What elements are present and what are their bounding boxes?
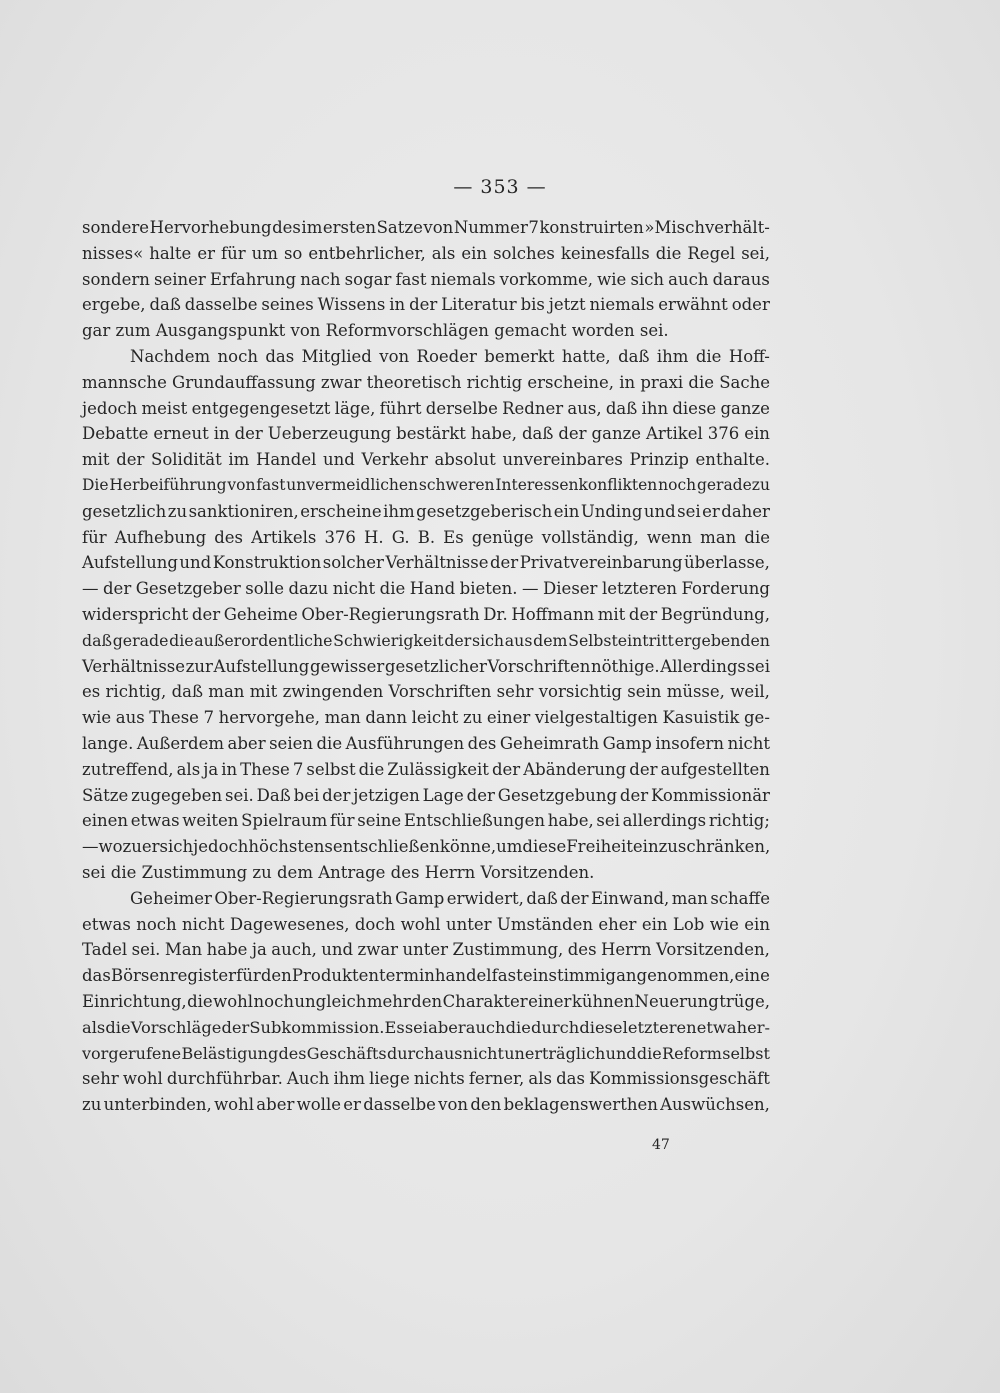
text-line: — wozu er sich jedoch höchstens entschließen könne, um diese Freiheit einzuschränken, xyxy=(82,837,771,857)
text-line: wie aus These 7 hervorgehe, man dann leicht zu einer vielgestaltigen Kasuistik ge- xyxy=(82,708,770,728)
text-line: Einrichtung, die wohl noch ungleich mehr den Charakter einer kühnen Neuerung trüge, xyxy=(82,991,770,1011)
text-line: sondern seiner Erfahrung nach sogar fast niemals vorkomme, wie sich auch daraus xyxy=(82,269,770,289)
text-line: als die Vorschläge der Subkommission. Es sei aber auch die durch diese letzteren etwa her- xyxy=(82,1017,770,1037)
text-line: daß gerade die außerordentliche Schwierigkeit der sich aus dem Selbsteintritt ergebenden xyxy=(82,630,770,650)
text-line: Die Herbeiführung von fast unvermeidlichen schweren Interessenkonflikten noch geradezu xyxy=(82,475,770,494)
text-line: Sätze zugegeben sei. Daß bei der jetzigen Lage der Gesetzgebung der Kommissionär xyxy=(82,785,770,805)
text-line: lange. Außerdem aber seien die Ausführungen des Geheimrath Gamp insofern nicht xyxy=(82,733,770,753)
signature-mark: 47 xyxy=(652,1137,670,1153)
text-line: Aufstellung und Konstruktion solcher Verhältnisse der Privatvereinbarung überlasse, xyxy=(82,553,770,573)
text-line: vorgerufene Belästigung des Geschäfts durchaus nicht unerträglich und die Reform selbst xyxy=(82,1043,770,1063)
text-line: etwas noch nicht Dagewesenes, doch wohl unter Umständen eher ein Lob wie ein xyxy=(82,914,770,934)
text-line: zu unterbinden, wohl aber wolle er dasselbe von den beklagenswerthen Auswüchsen, xyxy=(82,1095,770,1115)
text-line: gesetzlich zu sanktioniren, erscheine ihm gesetzgeberisch ein Unding und sei er daher xyxy=(82,501,770,521)
text-line: zutreffend, als ja in These 7 selbst die Zulässigkeit der Abänderung der aufgestellten xyxy=(82,759,770,779)
text-line: jedoch meist entgegengesetzt läge, führt derselbe Redner aus, daß ihn diese ganze xyxy=(82,398,770,418)
text-line: Debatte erneut in der Ueberzeugung bestärkt habe, daß der ganze Artikel 376 ein xyxy=(82,424,770,444)
text-line: Nachdem noch das Mitglied von Roeder bemerkt hatte, daß ihm die Hoff- xyxy=(130,346,770,366)
text-line: Geheimer Ober-Regierungsrath Gamp erwidert, daß der Einwand, man schaffe xyxy=(130,888,770,908)
text-line: einen etwas weiten Spielraum für seine Entschließungen habe, sei allerdings richtig; xyxy=(82,811,770,831)
text-line: nisses« halte er für um so entbehrlicher, als ein solches keinesfalls die Regel sei, xyxy=(82,243,770,263)
text-line: ergebe, daß dasselbe seines Wissens in der Literatur bis jetzt niemals erwähnt oder xyxy=(82,295,770,315)
text-line: sondere Hervorhebung des im ersten Satze von Nummer 7 konstruirten »Mischverhält- xyxy=(82,218,770,237)
text-line: sei die Zustimmung zu dem Antrage des Herrn Vorsitzenden. xyxy=(82,862,595,882)
text-line: es richtig, daß man mit zwingenden Vorschriften sehr vorsichtig sein müsse, weil, xyxy=(82,682,770,702)
body-text xyxy=(82,215,770,1118)
page-number: — 353 — xyxy=(453,176,547,198)
text-line: Verhältnisse zur Aufstellung gewisser gesetzlicher Vorschriften nöthige. Allerdings sei xyxy=(82,656,770,676)
text-line: für Aufhebung des Artikels 376 H. G. B. Es genüge vollständig, wenn man die xyxy=(82,527,770,547)
text-line: widerspricht der Geheime Ober-Regierungsrath Dr. Hoffmann mit der Begründung, xyxy=(82,604,770,624)
text-line: Tadel sei. Man habe ja auch, und zwar unter Zustimmung, des Herrn Vorsitzenden, xyxy=(82,940,770,960)
text-line: sehr wohl durchführbar. Auch ihm liege nichts ferner, als das Kommissionsgeschäft xyxy=(82,1069,770,1089)
text-line: — der Gesetzgeber solle dazu nicht die Hand bieten. — Dieser letzteren Forderung xyxy=(82,579,770,599)
text-line: mannsche Grundauffassung zwar theoretisch richtig erscheine, in praxi die Sache xyxy=(82,372,770,392)
text-line: gar zum Ausgangspunkt von Reformvorschlägen gemacht worden sei. xyxy=(82,321,669,341)
text-line: mit der Solidität im Handel und Verkehr absolut unvereinbares Prinzip enthalte. xyxy=(82,450,770,470)
text-line: das Börsenregister für den Produktenterminhandel fast einstimmig angenommen, eine xyxy=(82,966,770,986)
